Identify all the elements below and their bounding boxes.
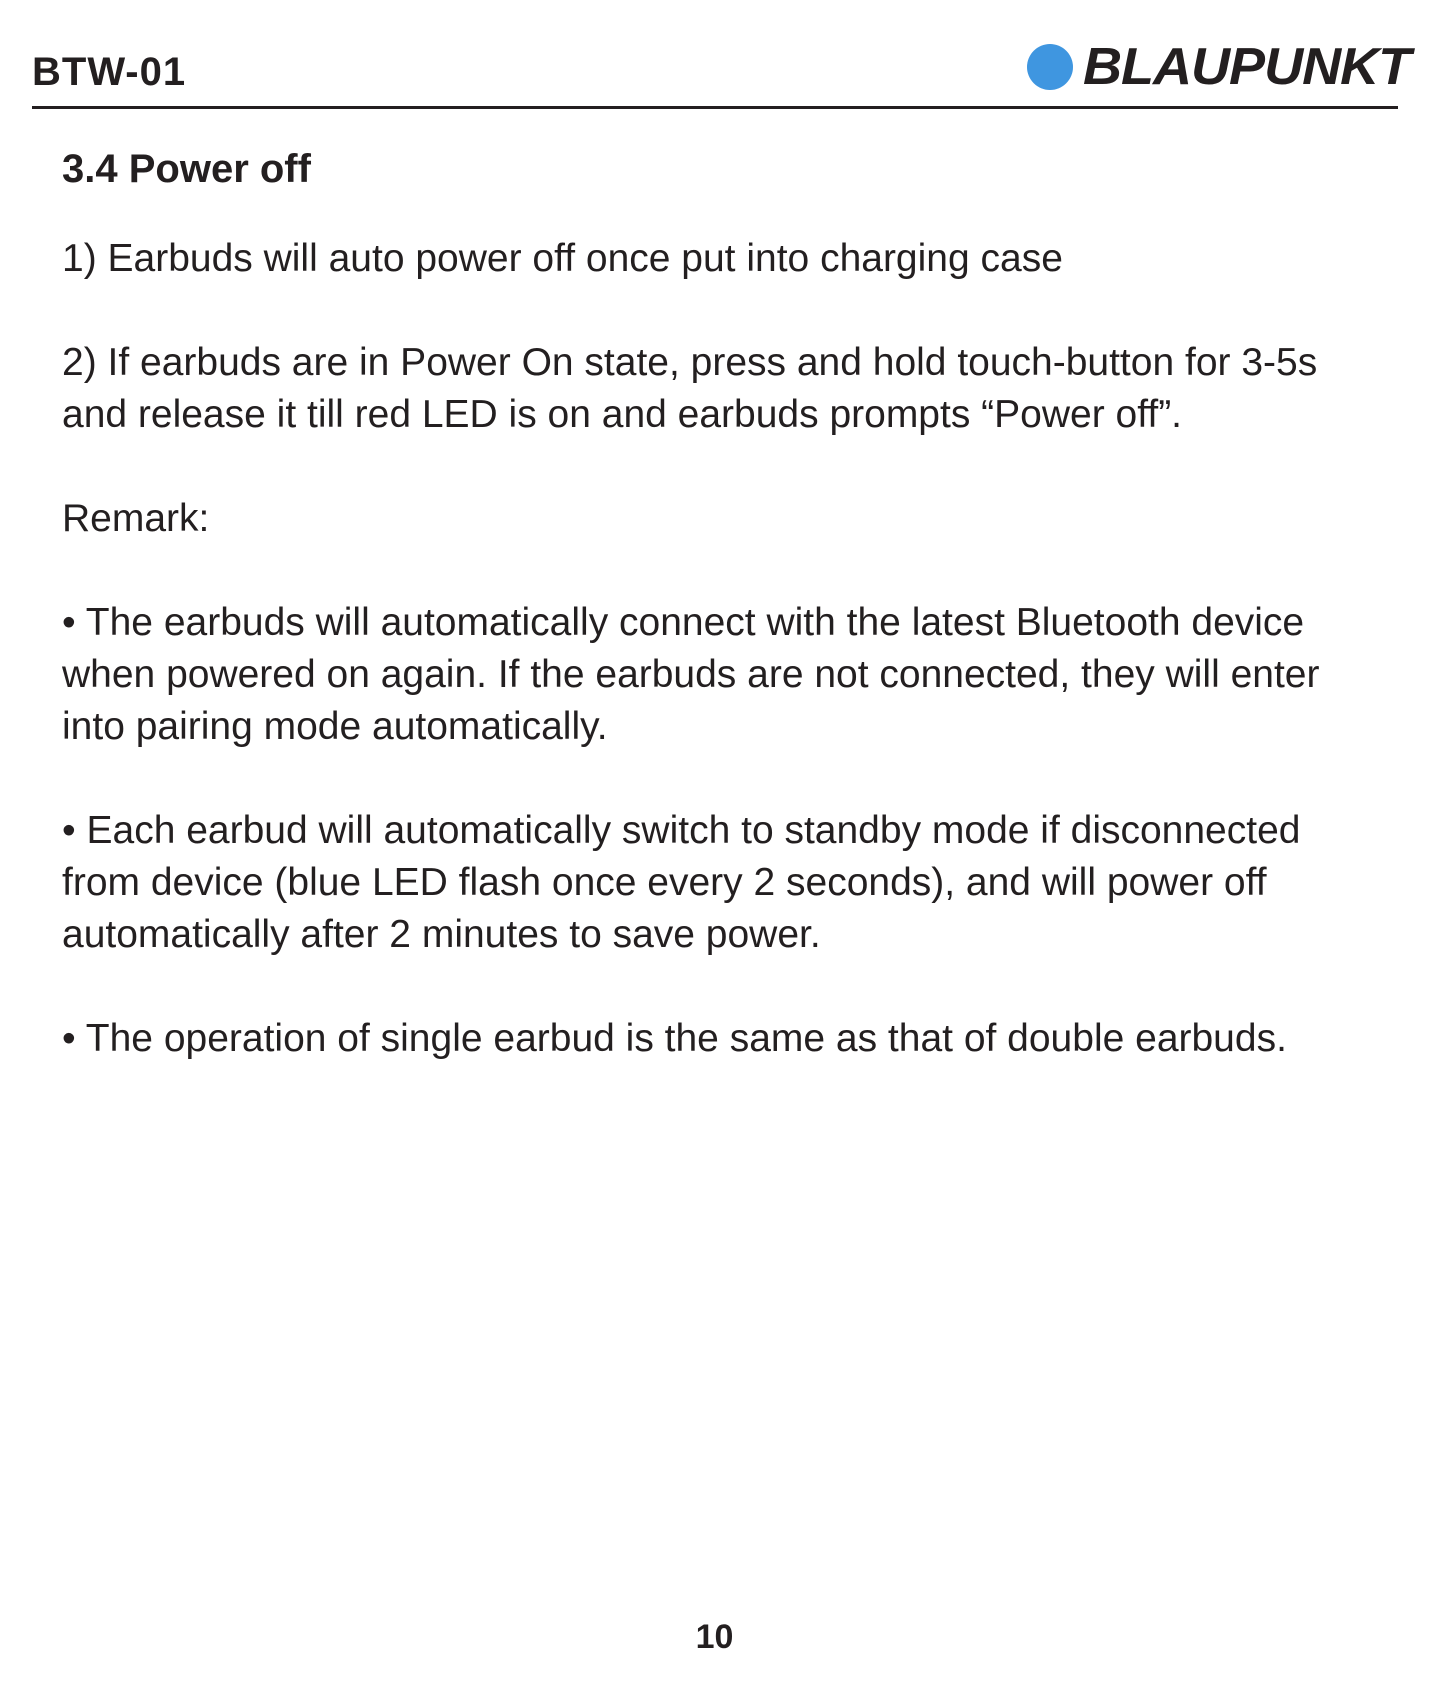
page-header bbox=[32, 38, 1411, 109]
brand-logo-text: BLAUPUNKT bbox=[1083, 38, 1411, 96]
step-2-text: 2) If earbuds are in Power On state, press and hold touch-button for 3-5s and release it till red LED is on and earbuds prompts “Power off”. bbox=[62, 341, 1318, 436]
section-title: 3.4 Power off bbox=[62, 147, 311, 191]
model-number: BTW-01 bbox=[32, 50, 187, 94]
remark-label: Remark: bbox=[62, 497, 210, 540]
page-content bbox=[62, 145, 1372, 1117]
remark-bullet: • The earbuds will automatically connect with the latest Bluetooth device when powered on again. If the earbuds are not connected, they will enter into pairing mode automatically. bbox=[62, 601, 1320, 748]
brand-logo bbox=[1027, 38, 1411, 96]
step-1-text: 1) Earbuds will auto power off once put into charging case bbox=[62, 237, 1063, 280]
remark-bullet: • The operation of single earbud is the same as that of double earbuds. bbox=[62, 1017, 1287, 1060]
brand-logo-dot-icon bbox=[1027, 44, 1073, 90]
page-number: 10 bbox=[695, 1618, 734, 1656]
remark-bullet: • Each earbud will automatically switch to standby mode if disconnected from device (blue LED flash once every 2 seconds), and will power off automatically after 2 minutes to save power. bbox=[62, 809, 1301, 956]
